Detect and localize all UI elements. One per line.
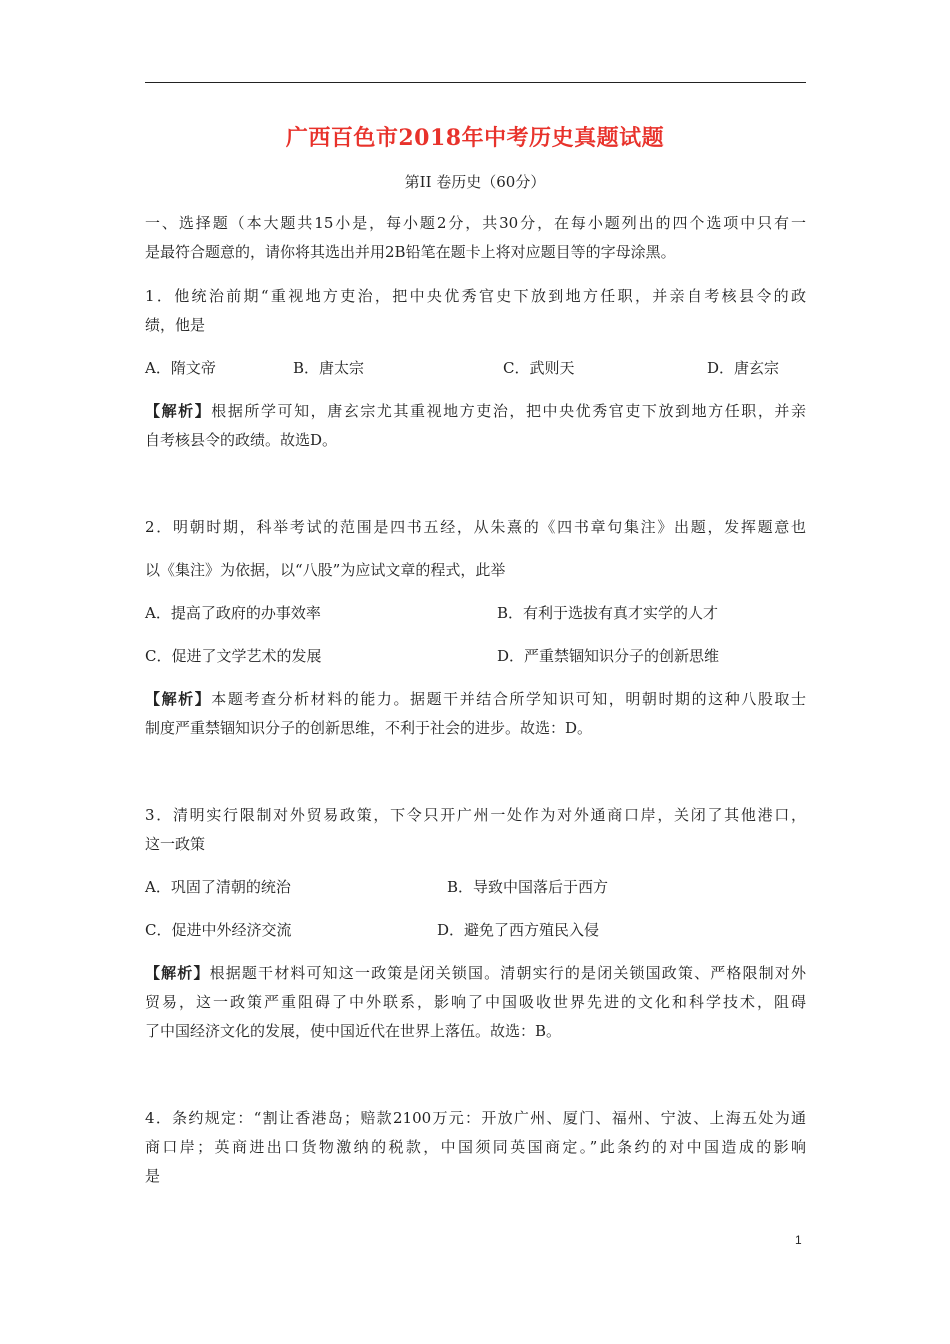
question-3-analysis-line [145, 963, 806, 983]
analysis-text: 根据题干材料可知这一政策是闭关锁国。清朝实行的是闭关锁国政策、严格限制对外 [209, 964, 806, 982]
section-intro-line: 是最符合题意的，请你将其选出并用2B铅笔在题卡上将对应题目等的字母涂黑。 [145, 243, 676, 261]
page-number: 1 [795, 1233, 802, 1247]
question-1-analysis-line: 自考核县令的政绩。故选D。 [145, 431, 338, 449]
question-1-option-a: A．隋文帝 [145, 359, 216, 377]
question-1-option-d: D．唐玄宗 [707, 359, 780, 377]
analysis-text: 本题考查分析材料的能力。据题干并结合所学知识可知，明朝时期的这种八股取士 [211, 690, 806, 708]
document-title: 广西百色市2018年中考历史真题试题 [285, 125, 665, 151]
question-4-stem-line: 4．条约规定：“割让香港岛；赔款2100万元：开放广州、厦门、福州、宁波、上海五处为通 [145, 1109, 806, 1127]
question-3-option-d: D．避免了西方殖民入侵 [437, 921, 600, 939]
question-2-option-c: C．促进了文学艺术的发展 [145, 647, 322, 665]
question-1-stem-line: 绩，他是 [145, 316, 206, 334]
question-4-stem-line: 商口岸；英商进出口货物激纳的税款，中国须同英国商定。”此条约的对中国造成的影响 [145, 1138, 806, 1156]
question-3-option-a: A．巩固了清朝的统治 [145, 878, 291, 896]
question-1-option-b: B．唐太宗 [293, 359, 365, 377]
question-2-stem-line: 以《集注》为依据，以“八股”为应试文章的程式，此举 [145, 561, 506, 579]
question-2-option-b: B．有利于选拔有真才实学的人才 [497, 604, 719, 622]
header-rule [145, 82, 806, 83]
question-3-analysis-line: 了中国经济文化的发展，使中国近代在世界上落伍。故选：B。 [145, 1022, 562, 1040]
question-2-option-d: D．严重禁锢知识分子的创新思维 [497, 647, 720, 665]
analysis-tag: 【解析】 [145, 402, 212, 420]
question-3-option-b: B．导致中国落后于西方 [447, 878, 609, 896]
analysis-text: 根据所学可知，唐玄宗尤其重视地方吏治，把中央优秀官吏下放到地方任职，并亲 [211, 402, 806, 420]
question-3-stem-line: 3．清明实行限制对外贸易政策，下令只开广州一处作为对外通商口岸，关闭了其他港口， [145, 806, 806, 824]
analysis-tag: 【解析】 [145, 690, 212, 708]
question-2-option-a: A．提高了政府的办事效率 [145, 604, 321, 622]
question-1-analysis-line [145, 401, 806, 421]
question-3-stem-line: 这一政策 [145, 835, 206, 853]
question-1-stem-line: 1．他统治前期“重视地方吏治，把中央优秀官史下放到地方任职，并亲自考核县令的政 [145, 287, 806, 305]
section-intro-line: 一、选择题（本大题共15小是，每小题2分，共30分，在每小题列出的四个选项中只有一 [145, 214, 806, 232]
question-3-option-c: C．促进中外经济交流 [145, 921, 292, 939]
question-1-option-c: C．武则天 [503, 359, 575, 377]
question-2-stem-line: 2．明朝时期，科举考试的范围是四书五经，从朱熹的《四书章句集注》出题，发挥题意也 [145, 518, 806, 536]
document-subtitle: 第II 卷历史（60分） [404, 173, 546, 191]
question-2-analysis-line: 制度严重禁锢知识分子的创新思维，不利于社会的进步。故选：D。 [145, 719, 593, 737]
question-4-stem-line: 是 [145, 1167, 161, 1185]
question-3-analysis-line: 贸易，这一政策严重阻碍了中外联系，影响了中国吸收世界先进的文化和科学技术，阻碍 [145, 993, 806, 1011]
analysis-tag: 【解析】 [145, 964, 210, 982]
question-2-analysis-line [145, 689, 806, 709]
